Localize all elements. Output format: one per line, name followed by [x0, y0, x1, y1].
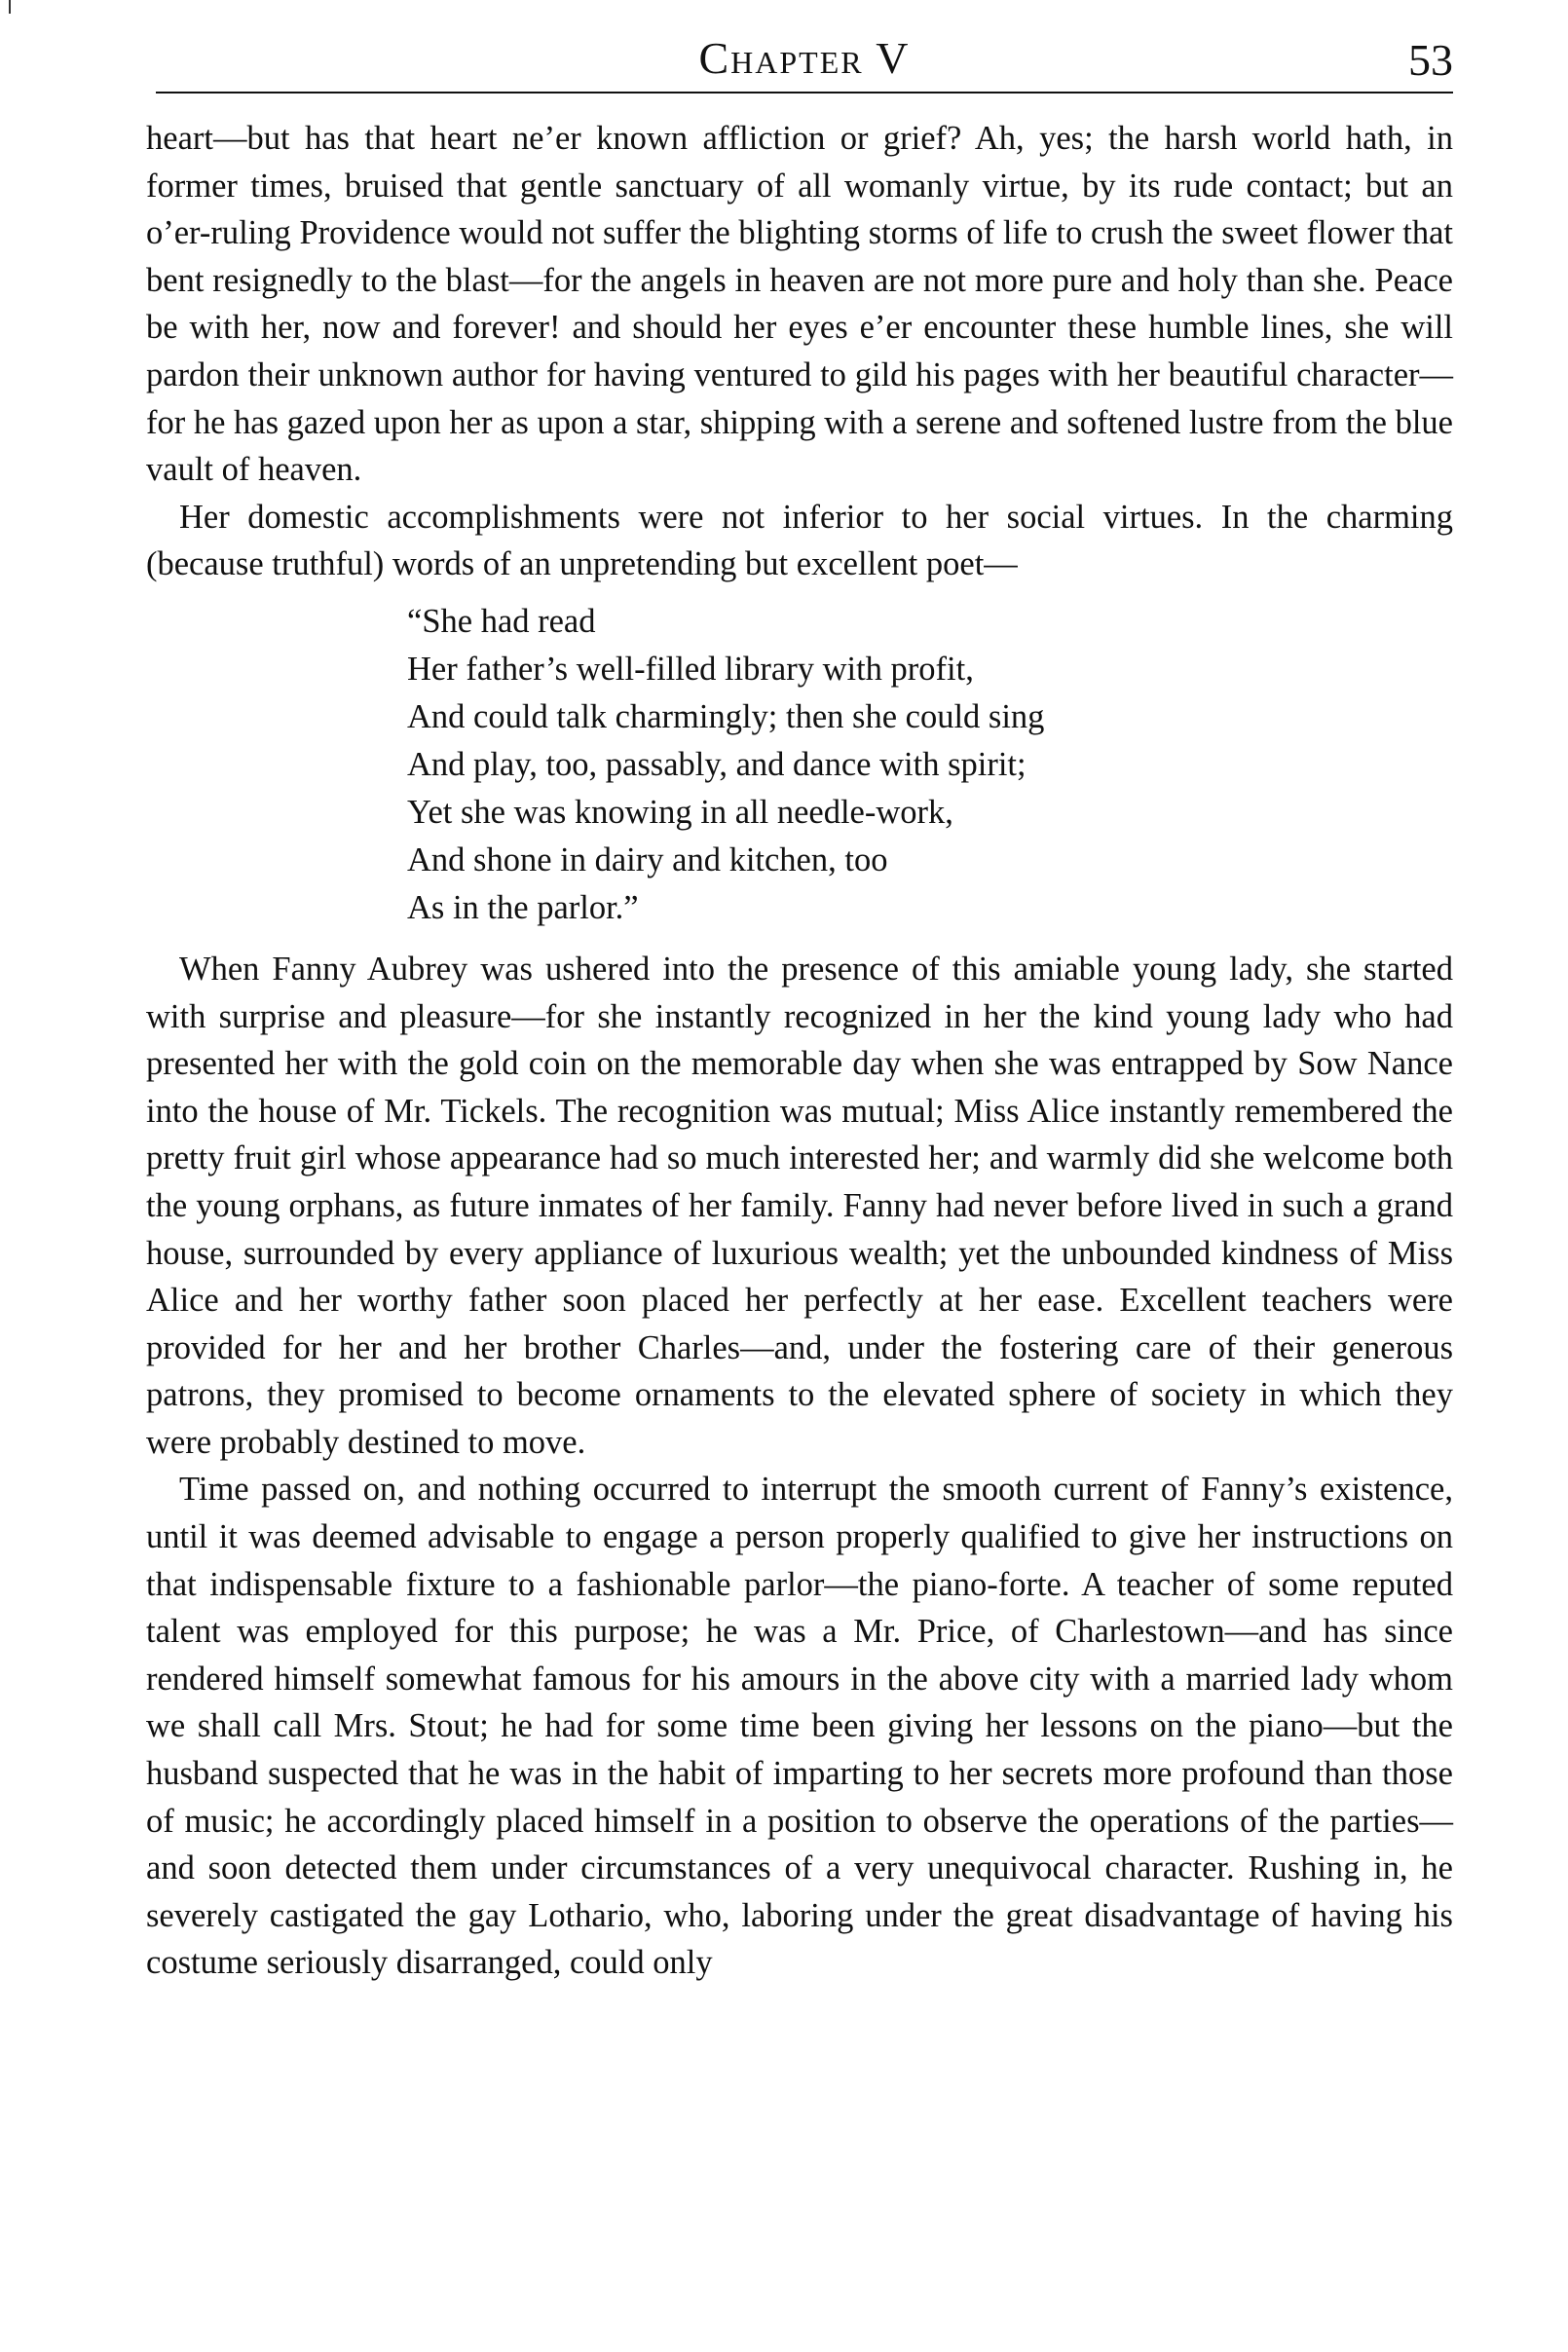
poem-line-2: Her father’s well-filled library with profit,	[407, 650, 974, 688]
poem-line-3: And could talk charmingly; then she could sing	[407, 697, 1045, 735]
paragraph-4: Time passed on, and nothing occurred to interrupt the smooth current of Fanny’s existence, until it was deemed advisable to engage a person properly qualified to give her instructions on that indispensable fixture to a fashionable parlor—the piano-forte. A teacher of some reputed talent was employed for this purpose; he was a Mr. Price, of Charlestown—and has since rendered himself somewhat famous for his amours in the above city with a married lady whom we shall call Mrs. Stout; he had for some time been giving her lessons on the piano—but the husband suspected that he was in the habit of imparting to her secrets more profound than those of music; he accordingly placed himself in a position to observe the operations of the parties—and soon detected them under circumstances of a very unequivocal character. Rushing in, he severely castigated the gay Lothario, who, laboring under the great disadvantage of having his costume seriously disarranged, could only	[146, 1471, 1453, 1982]
poem-quote	[407, 598, 1453, 932]
paragraph-3: When Fanny Aubrey was ushered into the presence of this amiable young lady, she started with surprise and pleasure—for she instantly recognized in her the kind young lady who had presented her with the gold coin on the memorable day when she was entrapped by Sow Nance into the house of Mr. Tickels. The recognition was mutual; Miss Alice instantly remembered the pretty fruit girl whose appearance had so much interested her; and warmly did she welcome both the young orphans, as future inmates of her family. Fanny had never before lived in such a grand house, surrounded by every appliance of luxurious wealth; yet the unbounded kindness of Miss Alice and her worthy father soon placed her perfectly at her ease. Excellent teachers were provided for her and her brother Charles—and, under the fostering care of their generous patrons, they promised to become ornaments to the elevated sphere of society in which they were probably destined to move.	[146, 950, 1453, 1461]
body-text	[146, 115, 1453, 1987]
poem-line-6: And shone in dairy and kitchen, too	[407, 840, 888, 878]
header-rule	[156, 92, 1453, 93]
scan-tick-mark	[9, 0, 11, 14]
paragraph-2: Her domestic accomplishments were not inferior to her social virtues. In the charming (because truthful) words of an unpretending but excellent poet—	[146, 498, 1453, 583]
poem-line-7: As in the parlor.”	[407, 888, 639, 926]
poem-line-1: “She had read	[407, 602, 596, 640]
chapter-title: Chapter V	[698, 33, 911, 83]
poem-line-4: And play, too, passably, and dance with spirit;	[407, 745, 1027, 783]
page-header	[156, 29, 1453, 99]
paragraph-1: heart—but has that heart ne’er known affliction or grief? Ah, yes; the harsh world hath, in former times, bruised that gentle sanctuary of all womanly virtue, by its rude contact; but an o’er-ruling Providence would not suffer the blighting storms of life to crush the sweet flower that bent resignedly to the blast—for the angels in heaven are not more pure and holy than she. Peace be with her, now and forever! and should her eyes e’er encounter these humble lines, she will pardon their unknown author for having ventured to gild his pages with her beautiful character—for he has gazed upon her as upon a star, shipping with a serene and softened lustre from the blue vault of heaven.	[146, 120, 1453, 489]
page-number: 53	[1408, 35, 1453, 85]
poem-line-5: Yet she was knowing in all needle-work,	[407, 793, 953, 831]
